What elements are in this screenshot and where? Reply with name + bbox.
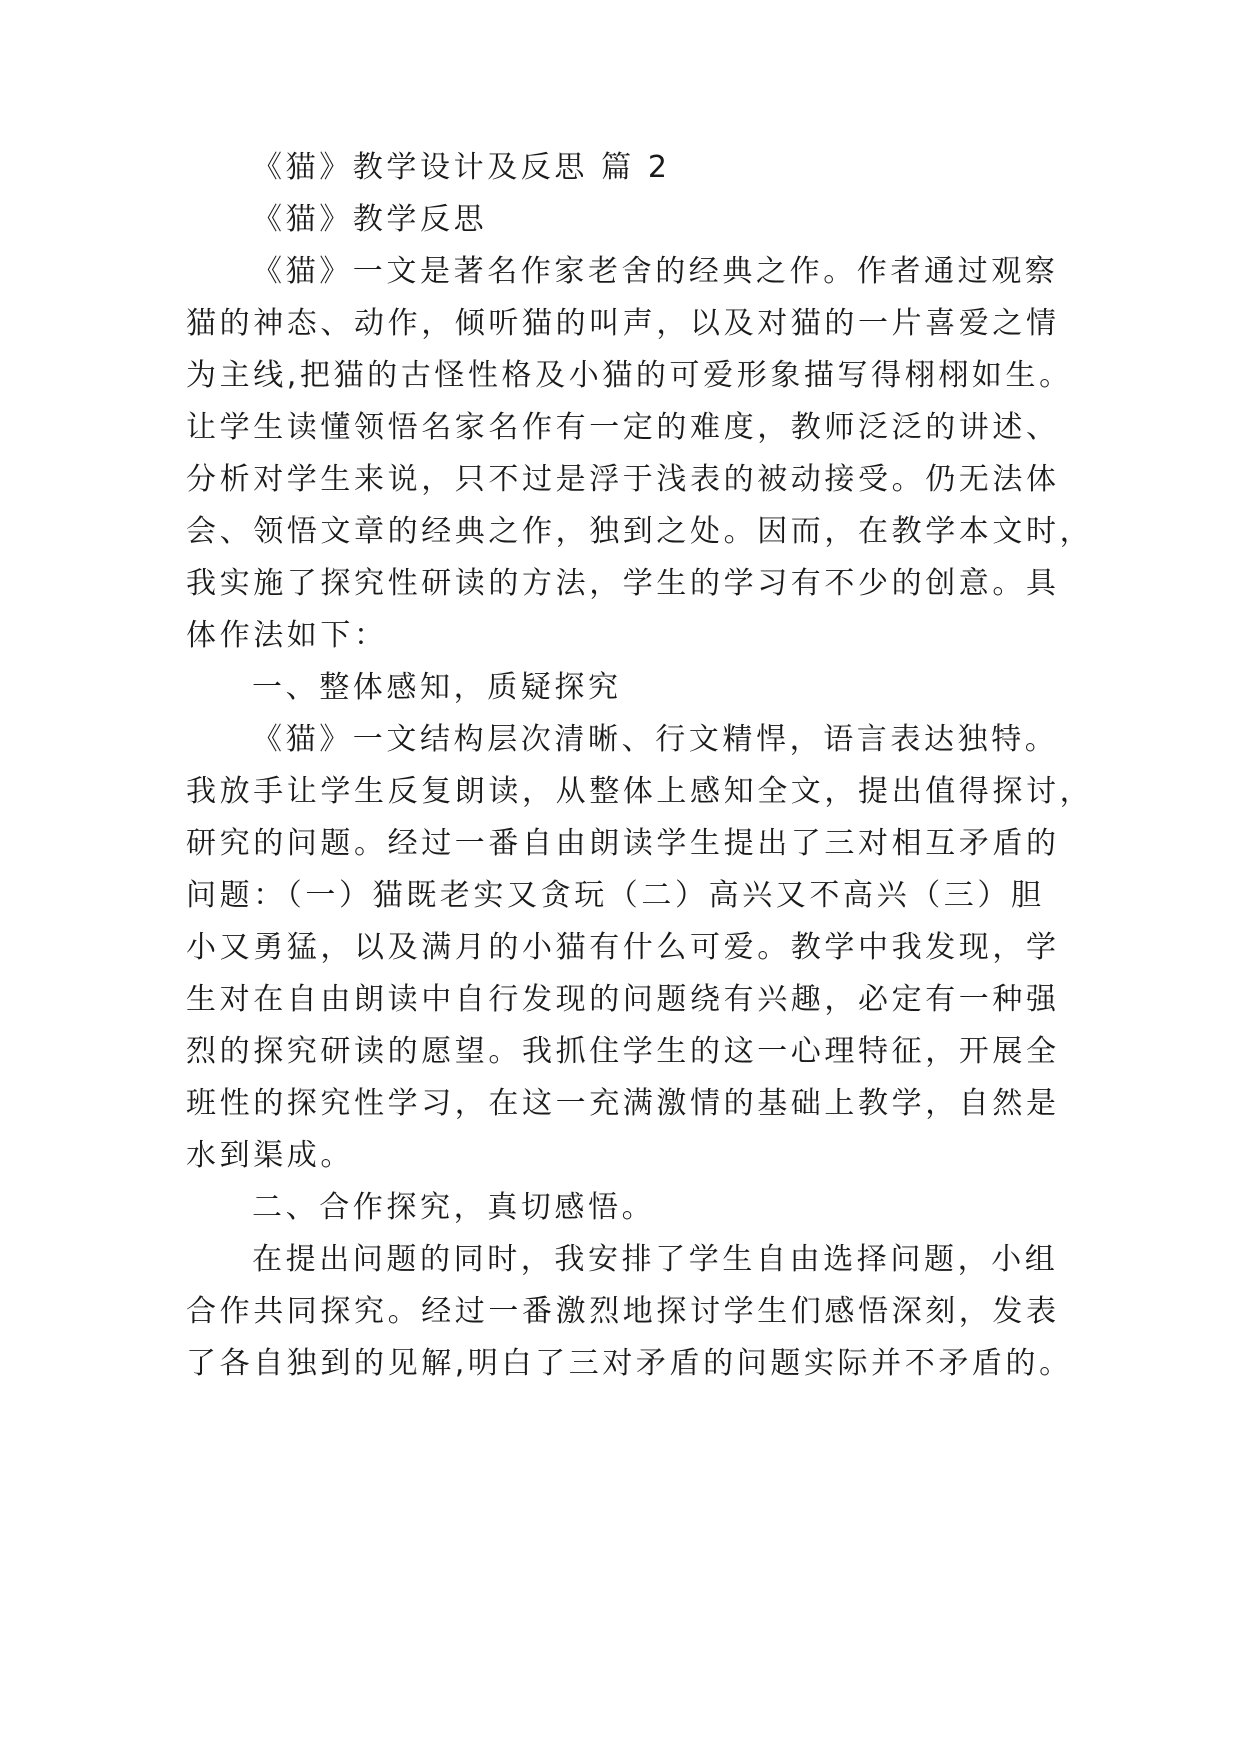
section-title: 《猫》教学反思 [252,202,488,237]
paragraph-line: 研究的问题。经过一番自由朗读学生提出了三对相互矛盾的 [186,826,1060,861]
paragraph-line: 会、领悟文章的经典之作，独到之处。因而，在教学本文时， [186,514,1094,549]
paragraph-line: 《猫》一文是著名作家老舍的经典之作。作者通过观察 [252,254,1059,289]
paragraph-line: 小又勇猛，以及满月的小猫有什么可爱。教学中我发现，学 [186,930,1060,965]
paragraph-line: 为主线,把猫的古怪性格及小猫的可爱形象描写得栩栩如生。 [186,358,1073,393]
article-title: 《猫》教学设计及反思 篇 2 [252,150,671,185]
paragraph-line: 水到渠成。 [186,1138,354,1173]
paragraph-line: 生对在自由朗读中自行发现的问题绕有兴趣，必定有一种强 [186,982,1060,1017]
paragraph-line: 分析对学生来说，只不过是浮于浅表的被动接受。仍无法体 [186,462,1060,497]
section-heading: 二、合作探究，真切感悟。 [252,1190,656,1225]
paragraph-line: 让学生读懂领悟名家名作有一定的难度，教师泛泛的讲述、 [186,410,1060,445]
paragraph-line: 问题：（一）猫既老实又贪玩（二）高兴又不高兴（三）胆 [186,878,1045,913]
paragraph-line: 班性的探究性学习，在这一充满激情的基础上教学，自然是 [186,1086,1060,1121]
paragraph-line: 了各自独到的见解,明白了三对矛盾的问题实际并不矛盾的。 [186,1346,1073,1381]
section-heading: 一、整体感知，质疑探究 [252,670,622,705]
paragraph-line: 合作共同探究。经过一番激烈地探讨学生们感悟深刻，发表 [186,1294,1060,1329]
paragraph-line: 猫的神态、动作，倾听猫的叫声，以及对猫的一片喜爱之情 [186,306,1060,341]
paragraph-line: 我实施了探究性研读的方法，学生的学习有不少的创意。具 [186,566,1060,601]
paragraph-line: 体作法如下： [186,618,388,653]
paragraph-line: 烈的探究研读的愿望。我抓住学生的这一心理特征，开展全 [186,1034,1060,1069]
paragraph-line: 在提出问题的同时，我安排了学生自由选择问题，小组 [252,1242,1059,1277]
paragraph-line: 《猫》一文结构层次清晰、行文精悍，语言表达独特。 [252,722,1059,757]
paragraph-line: 我放手让学生反复朗读，从整体上感知全文，提出值得探讨， [186,774,1094,809]
